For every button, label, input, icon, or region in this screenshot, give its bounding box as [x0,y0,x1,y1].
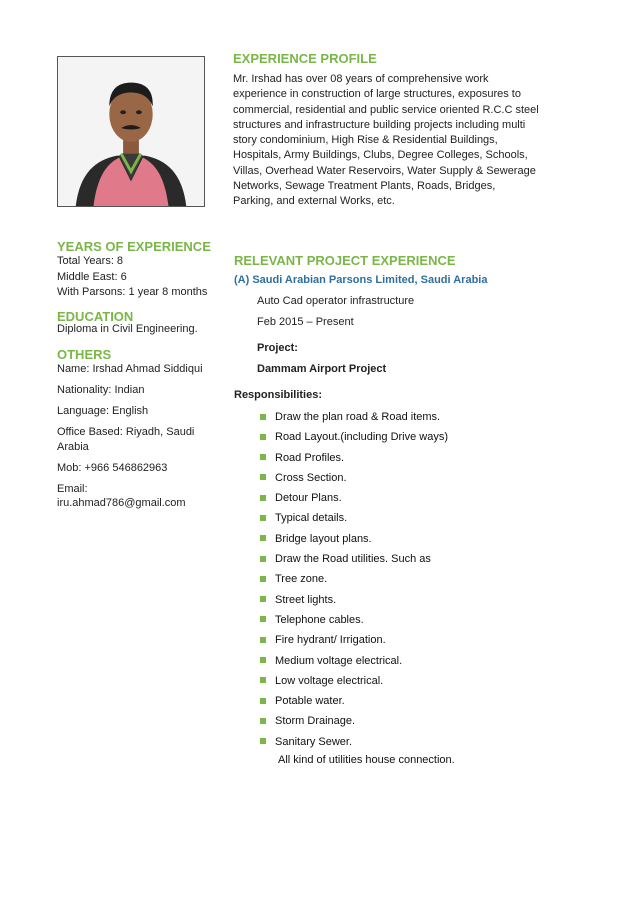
others-heading: OTHERS [57,347,112,362]
others-details [57,362,217,517]
relevant-experience-heading: RELEVANT PROJECT EXPERIENCE [234,253,456,268]
list-item: Sanitary Sewer. [260,735,448,755]
dates-line: Feb 2015 – Present [257,316,354,328]
bullet-icon [260,515,266,521]
list-item: Medium voltage electrical. [260,654,448,674]
bullet-icon [260,556,266,562]
profile-photo [57,56,205,207]
list-item: Street lights. [260,593,448,613]
list-item: Low voltage electrical. [260,674,448,694]
education-degree: Diploma in Civil Engineering. [57,323,198,335]
bullet-icon [260,738,266,744]
list-item: Potable water. [260,694,448,714]
list-item: Cross Section. [260,471,448,491]
bullet-icon [260,677,266,683]
bullet-icon [260,698,266,704]
company-line: (A) Saudi Arabian Parsons Limited, Saudi Arabia [234,274,488,286]
list-item: Typical details. [260,511,448,531]
list-item: Storm Drainage. [260,714,448,734]
role-line: Auto Cad operator infrastructure [257,295,415,307]
bullet-icon [260,718,266,724]
list-item: Fire hydrant/ Irrigation. [260,633,448,653]
responsibilities-label: Responsibilities: [234,389,323,401]
list-item: Road Profiles. [260,451,448,471]
years-heading: YEARS OF EXPERIENCE [57,239,211,254]
bullet-icon [260,495,266,501]
middle-east-years: Middle East: 6 [57,270,127,283]
list-item: Draw the plan road & Road items. [260,410,448,430]
parsons-years: With Parsons: 1 year 8 months [57,286,208,298]
mobile-line: Mob: +966 546862963 [57,461,168,474]
email-label: Email: [57,482,88,495]
list-item: Bridge layout plans. [260,532,448,552]
utilities-note: All kind of utilities house connection. [278,754,455,766]
email-block [57,482,217,511]
email-address: iru.ahmad786@gmail.com [57,497,186,509]
years-details [57,254,207,301]
nationality-line: Nationality: Indian [57,384,145,396]
name-line: Name: Irshad Ahmad Siddiqui [57,363,203,375]
bullet-icon [260,454,266,460]
bullet-icon [260,616,266,622]
education-heading: EDUCATION [57,309,134,324]
list-item: Telephone cables. [260,613,448,633]
project-name: Dammam Airport Project [257,363,387,375]
bullet-icon [260,434,266,440]
list-item: Draw the Road utilities. Such as [260,552,448,572]
bullet-icon [260,414,266,420]
experience-profile-text: Mr. Irshad has over 08 years of comprehensive work experience in construction of large structures, exposures to commercial, residential and public service oriented R.C.C steel structures and infrastructure building projects including multi story condominium, High Rise & Residential Buildings, Hospitals, Army Buildings, Clubs, Degree Colleges, Schools, Villas, Overhead Water Reservoirs, Water Supply & Sewerage Networks, Sewage Treatment Plants, Roads, Bridges, Parking, and external Works, etc. [233,73,539,208]
language-line: Language: English [57,405,149,417]
experience-profile-heading: EXPERIENCE PROFILE [233,51,377,66]
list-item: Road Layout.(including Drive ways) [260,430,448,450]
bullet-icon [260,535,266,541]
project-label: Project: [257,342,298,354]
list-item: Detour Plans. [260,491,448,511]
bullet-icon [260,637,266,643]
bullet-icon [260,596,266,602]
list-item: Tree zone. [260,572,448,592]
office-line: Office Based: Riyadh, Saudi Arabia [57,426,195,453]
bullet-icon [260,474,266,480]
bullet-icon [260,657,266,663]
bullet-icon [260,576,266,582]
person-photo-icon [58,57,204,206]
responsibilities-list [260,410,448,755]
total-years: Total Years: 8 [57,255,124,267]
